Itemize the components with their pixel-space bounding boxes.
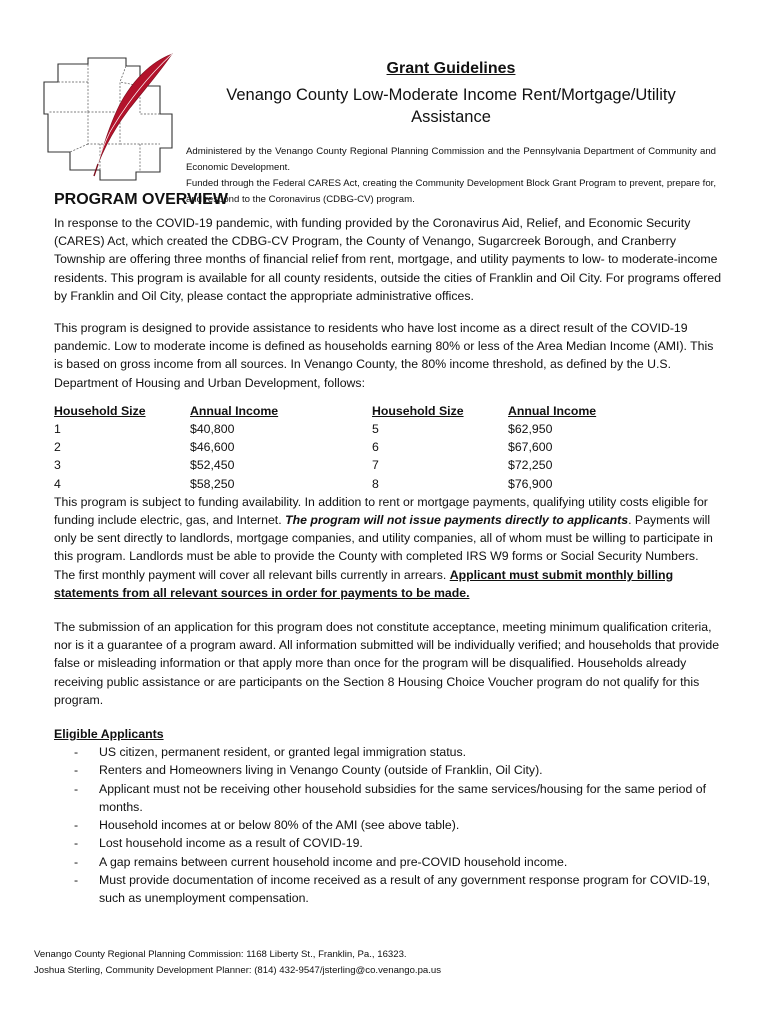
funding-text-b: . Payments will only be sent directly to landlords, mortgage companies, and utility companies, all of whom must be willing to participate in this program. Landlords must be able to provide the County with completed IRS W9 forms or Social Security Numbers. The first monthly payment will cover all relevant bills currently in arrears. bbox=[54, 513, 713, 582]
table-header-household-size: Household Size bbox=[54, 403, 146, 418]
table-cell: $76,900 bbox=[508, 476, 553, 491]
funding-text-a: This program is subject to funding availability. In addition to rent or mortgage payments, qualifying utility costs eligible for funding include electric, gas, and Internet. bbox=[54, 494, 708, 528]
list-item: - Renters and Homeowners living in Venango County (outside of Franklin, Oil City). bbox=[54, 761, 722, 779]
dash-bullet: - bbox=[74, 745, 79, 760]
overview-paragraph-1: In response to the COVID-19 pandemic, with funding provided by the Coronavirus Aid, Relief, and Economic Security (CARES) Act, which created the CDBG-CV Program, the County of Venango, Sugarcreek Borough, and Cranberry Township are offering three months of financial relief from rent, mortgage, and utility payments to low- to moderate-income residents. This program is available for all county residents, outside the cities of Franklin and Oil City. For programs offered by Franklin and Oil City, please contact the appropriate administrative offices. bbox=[54, 216, 722, 303]
list-item: - US citizen, permanent resident, or granted legal immigration status. bbox=[54, 743, 722, 761]
funding-paragraph bbox=[54, 493, 722, 602]
table-header-annual-income: Annual Income bbox=[508, 403, 597, 418]
no-direct-payment-notice: The program will not issue payments directly to applicants bbox=[285, 513, 629, 528]
submission-paragraph: The submission of an application for this program does not constitute acceptance, meeting minimum qualification criteria, nor is it a guarantee of a program award. All information submitted will be individually verified; and households that provide false or misleading information or that apply more than once for the program will be disqualified. Households already receiving public assistance or are participants on the Section 8 Housing Choice Voucher program do not qualify for this program. bbox=[54, 620, 720, 707]
table-header-annual-income: Annual Income bbox=[190, 403, 279, 418]
income-threshold-table bbox=[54, 402, 722, 493]
table-cell: $62,950 bbox=[508, 422, 553, 437]
dash-bullet: - bbox=[74, 854, 79, 869]
dash-bullet: - bbox=[74, 781, 79, 796]
document-body bbox=[54, 188, 722, 907]
dash-bullet: - bbox=[74, 836, 79, 851]
table-cell: 6 bbox=[372, 440, 379, 455]
admin-line-1: Administered by the Venango County Regional Planning Commission and the Pennsylvania Department of Community and Economic Development. bbox=[186, 146, 716, 173]
list-item: - Must provide documentation of income received as a result of any government response program for COVID-19, such as unemployment compensation. bbox=[74, 872, 711, 905]
table-cell: $67,600 bbox=[508, 440, 553, 455]
table-cell: 4 bbox=[54, 476, 61, 491]
program-overview-heading: PROGRAM OVERVIEW bbox=[54, 191, 228, 208]
document-header bbox=[186, 58, 716, 208]
table-cell: $46,600 bbox=[190, 440, 235, 455]
table-cell: $72,250 bbox=[508, 458, 553, 473]
county-map-quill-logo bbox=[40, 52, 180, 186]
footer-address: Venango County Regional Planning Commission: 1168 Liberty St., Franklin, Pa., 16323. bbox=[34, 949, 407, 960]
table-cell: 1 bbox=[54, 422, 61, 437]
dash-bullet: - bbox=[74, 818, 79, 833]
billing-statement-requirement: Applicant must submit monthly billing statements from all relevant sources in order for payments to be made. bbox=[54, 567, 674, 600]
document-subtitle: Venango County Low-Moderate Income Rent/Mortgage/Utility Assistance bbox=[226, 86, 676, 126]
overview-paragraph-2: This program is designed to provide assistance to residents who have lost income as a direct result of the COVID-19 pandemic. Low to moderate income is defined as households earning 80% or less of the Area Median Income (AMI). This is based on gross income from all sources. In Venango County, the 80% income threshold, as defined by the U.S. Department of Housing and Urban Development, follows: bbox=[54, 321, 714, 390]
document-footer bbox=[34, 947, 441, 979]
list-item: - Applicant must not be receiving other household subsidies for the same services/housing for the same period of months. bbox=[74, 781, 706, 814]
list-item: - A gap remains between current household income and pre-COVID household income. bbox=[54, 853, 722, 871]
table-cell: 3 bbox=[54, 458, 61, 473]
list-item: - Lost household income as a result of COVID-19. bbox=[54, 834, 722, 852]
table-cell: 7 bbox=[372, 458, 379, 473]
dash-bullet: - bbox=[74, 763, 79, 778]
table-cell: 2 bbox=[54, 440, 61, 455]
eligible-applicants-list bbox=[54, 743, 722, 907]
list-item: - Household incomes at or below 80% of the AMI (see above table). bbox=[54, 816, 722, 834]
table-cell: $58,250 bbox=[190, 476, 235, 491]
table-cell: $52,450 bbox=[190, 458, 235, 473]
footer-contact: Joshua Sterling, Community Development Planner: (814) 432-9547/jsterling@co.venango.pa.us bbox=[34, 965, 442, 976]
dash-bullet: - bbox=[74, 872, 79, 887]
table-cell: 5 bbox=[372, 422, 379, 437]
document-title: Grant Guidelines bbox=[386, 60, 516, 77]
admin-line-2: Funded through the Federal CARES Act, creating the Community Development Block Grant Program to prevent, prepare for, and respond to the Coronavirus (CDBG-CV) program. bbox=[186, 178, 716, 205]
table-cell: $40,800 bbox=[190, 422, 235, 437]
table-cell: 8 bbox=[372, 476, 379, 491]
table-header-household-size: Household Size bbox=[372, 403, 464, 418]
eligible-applicants-heading: Eligible Applicants bbox=[54, 727, 164, 742]
